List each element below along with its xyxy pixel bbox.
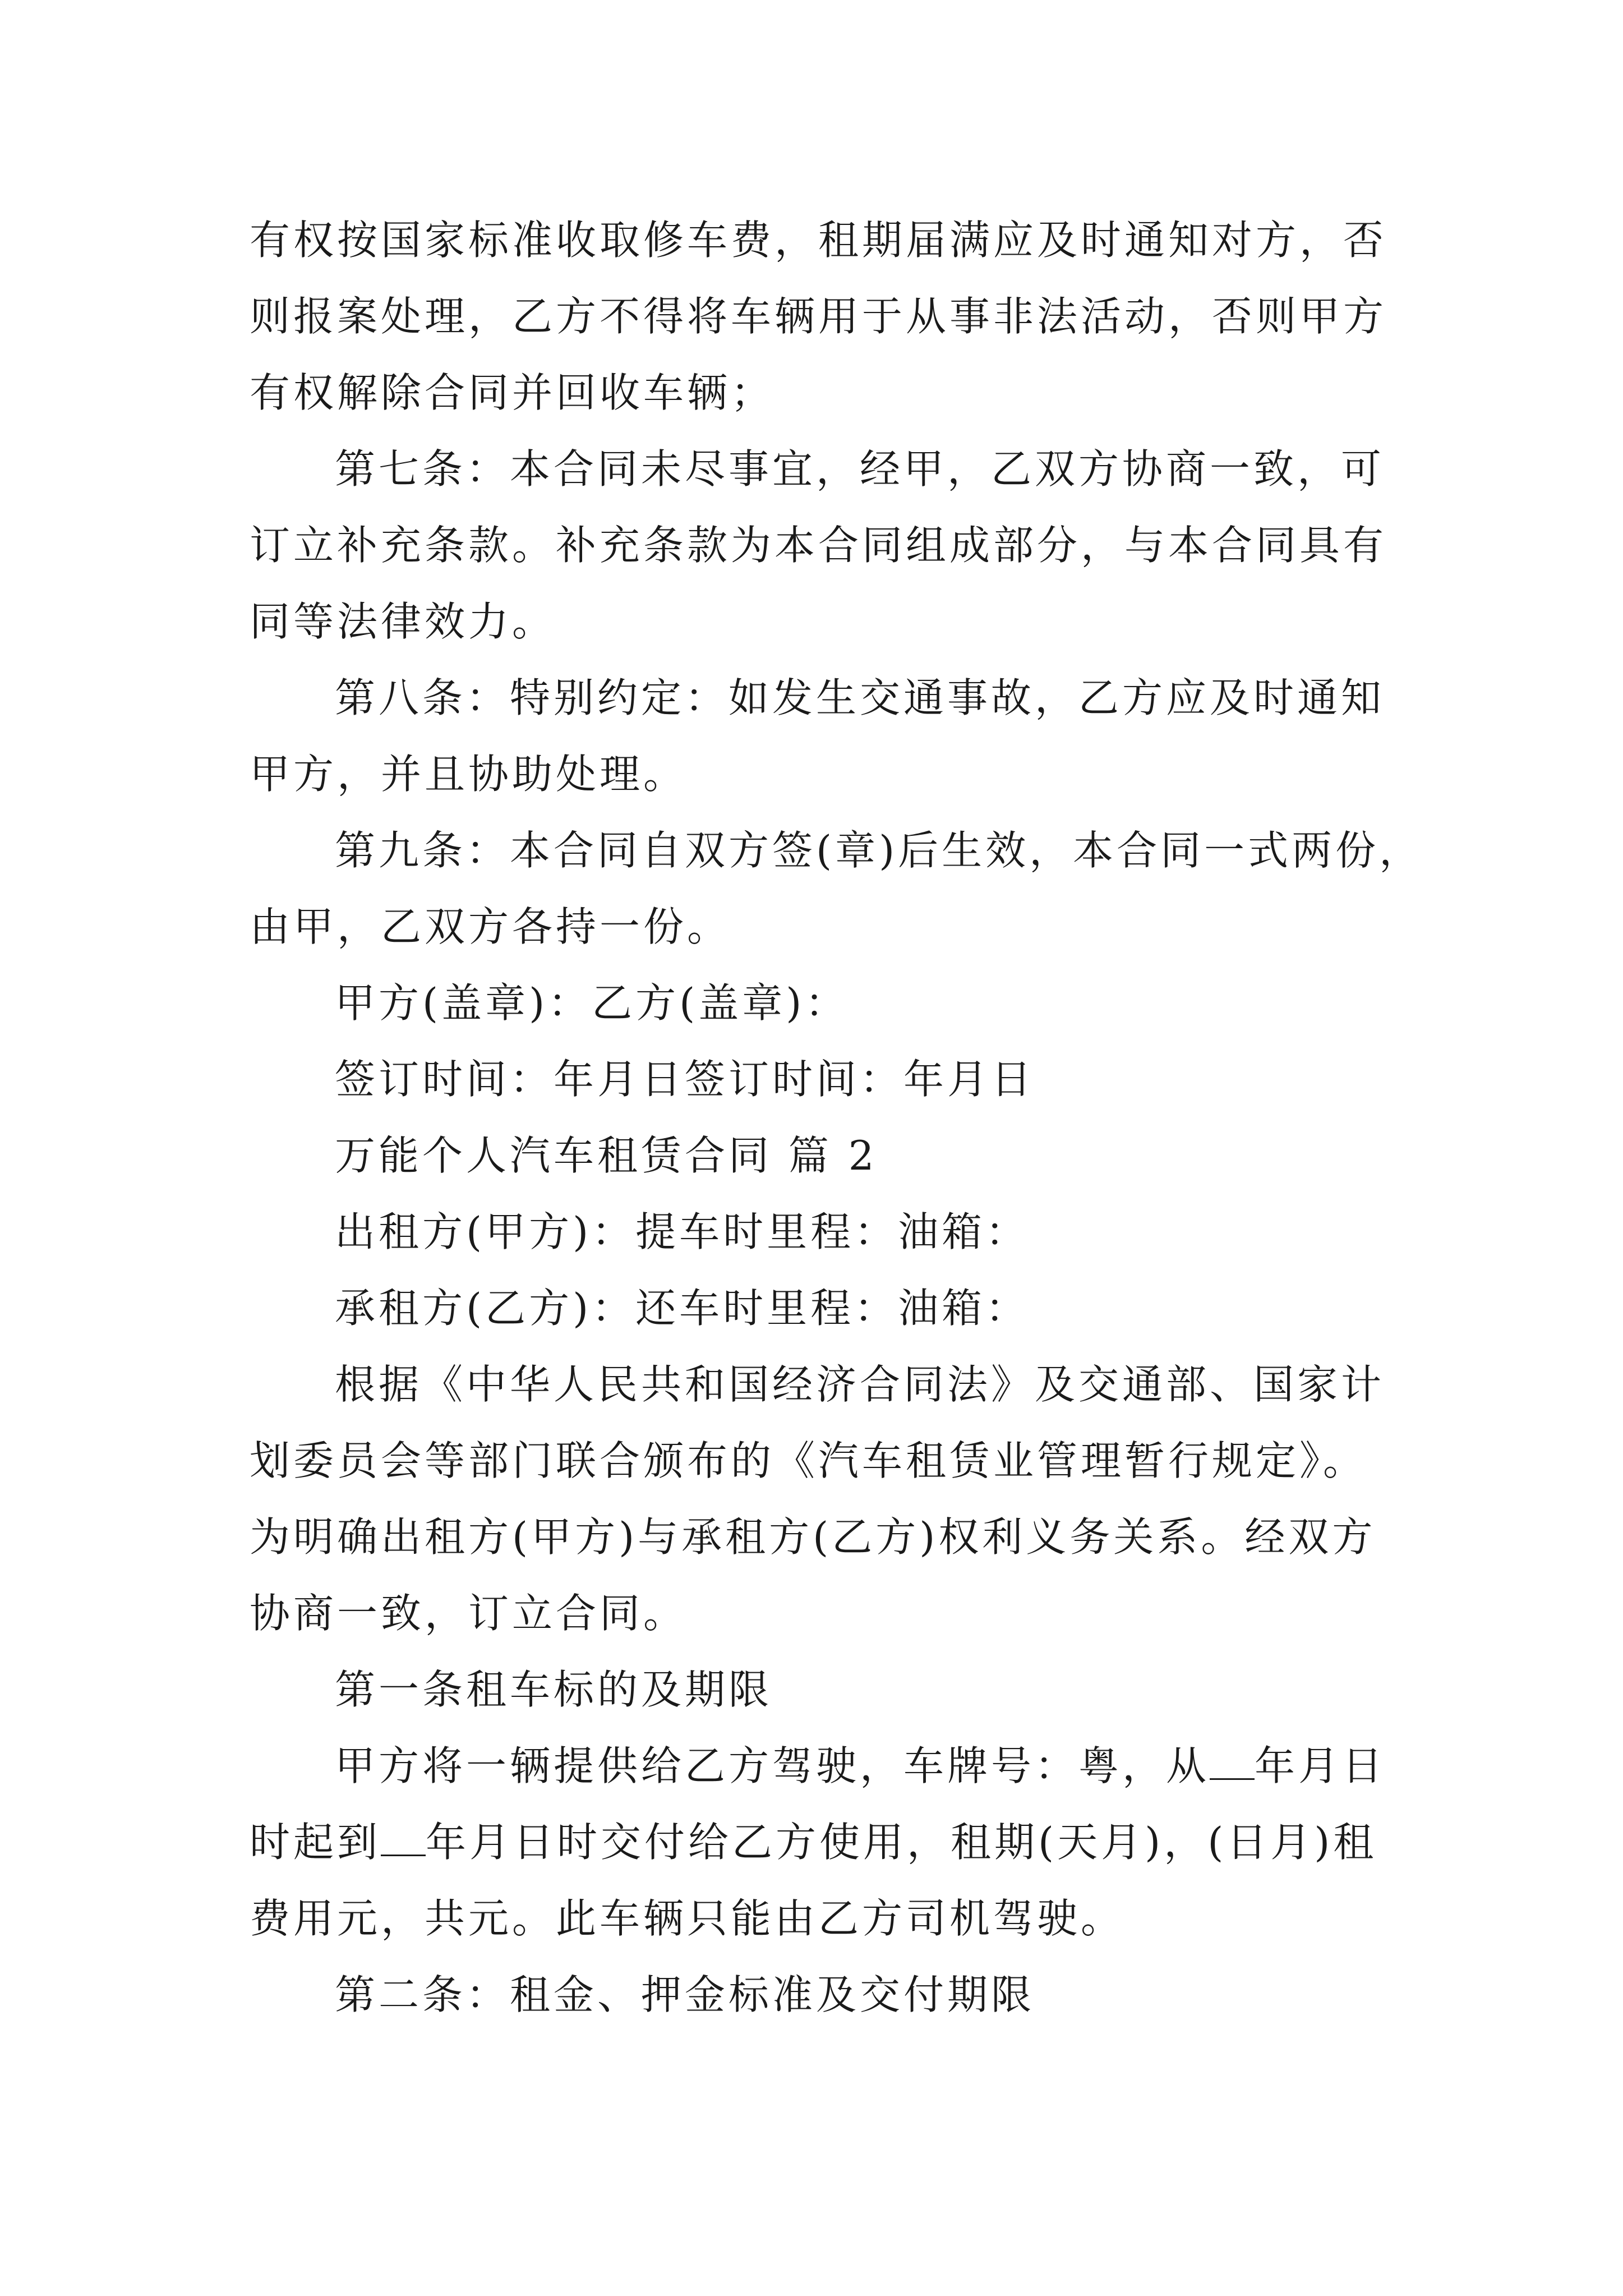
paragraph-line: 万能个人汽车租赁合同 篇 2 <box>335 1132 878 1179</box>
document-paragraph <box>250 660 1388 812</box>
paragraph-line: 第二条：租金、押金标准及交付期限 <box>335 1971 1035 2018</box>
paragraph-line: 第九条：本合同自双方签(章)后生效，本合同一式两份， <box>335 827 1423 874</box>
paragraph-line: 有权按国家标准收取修车费，租期届满应及时通知对方，否 <box>250 217 1387 264</box>
document-paragraph <box>250 431 1388 660</box>
document-paragraph <box>250 1270 1388 1346</box>
paragraph-line: 甲方，并且协助处理。 <box>250 751 688 798</box>
paragraph-line: 划委员会等部门联合颁布的《汽车租赁业管理暂行规定》。 <box>250 1437 1367 1484</box>
paragraph-line: 订立补充条款。补充条款为本合同组成部分，与本合同具有 <box>250 522 1387 569</box>
paragraph-line: 则报案处理，乙方不得将车辆用于从事非法活动，否则甲方 <box>250 293 1387 340</box>
document-body <box>250 202 1423 2033</box>
document-paragraph <box>250 965 1388 1041</box>
document-paragraph <box>250 1117 1388 1194</box>
paragraph-line: 协商一致，订立合同。 <box>250 1590 688 1637</box>
fill-in-blank <box>1210 1745 1255 1780</box>
paragraph-line: 有权解除合同并回收车辆； <box>250 369 775 416</box>
line-text: 年月日时交付给乙方使用，租期(天月)，(日月)租 <box>426 1819 1377 1866</box>
paragraph-line: 甲方(盖章)：乙方(盖章)： <box>335 979 849 1027</box>
paragraph-line: 出租方(甲方)：提车时里程：油箱： <box>335 1208 1030 1255</box>
paragraph-line: 费用元，共元。此车辆只能由乙方司机驾驶。 <box>250 1895 1125 1942</box>
paragraph-line: 第一条租车标的及期限 <box>335 1666 773 1713</box>
section-heading <box>250 1957 1388 2033</box>
document-paragraph <box>250 1346 1388 1651</box>
document-paragraph <box>250 1194 1388 1270</box>
paragraph-line: 第七条：本合同未尽事宜，经甲，乙双方协商一致，可 <box>335 445 1385 493</box>
line-text: 时起到 <box>250 1819 381 1866</box>
line-text: 年月日 <box>1255 1742 1386 1789</box>
paragraph-line: 为明确出租方(甲方)与承租方(乙方)权利义务关系。经双方 <box>250 1513 1376 1561</box>
rental-term-paragraph <box>250 1728 1388 1957</box>
paragraph-line <box>250 1804 1388 1880</box>
paragraph-line: 承租方(乙方)：还车时里程：油箱： <box>335 1285 1030 1332</box>
document-paragraph <box>250 1651 1388 1728</box>
paragraph-line: 由甲，乙双方各持一份。 <box>250 903 731 950</box>
fill-in-blank <box>381 1821 426 1856</box>
paragraph-line <box>250 1728 1388 1804</box>
document-paragraph <box>250 202 1388 431</box>
paragraph-line: 根据《中华人民共和国经济合同法》及交通部、国家计 <box>335 1361 1385 1408</box>
document-paragraph <box>250 1041 1388 1117</box>
paragraph-line: 第八条：特别约定：如发生交通事故，乙方应及时通知 <box>335 674 1385 721</box>
paragraph-line: 签订时间：年月日签订时间：年月日 <box>335 1056 1035 1103</box>
document-paragraph <box>250 812 1423 965</box>
line-text: 甲方将一辆提供给乙方驾驶，车牌号：粤，从 <box>335 1742 1210 1789</box>
paragraph-line: 同等法律效力。 <box>250 598 556 645</box>
